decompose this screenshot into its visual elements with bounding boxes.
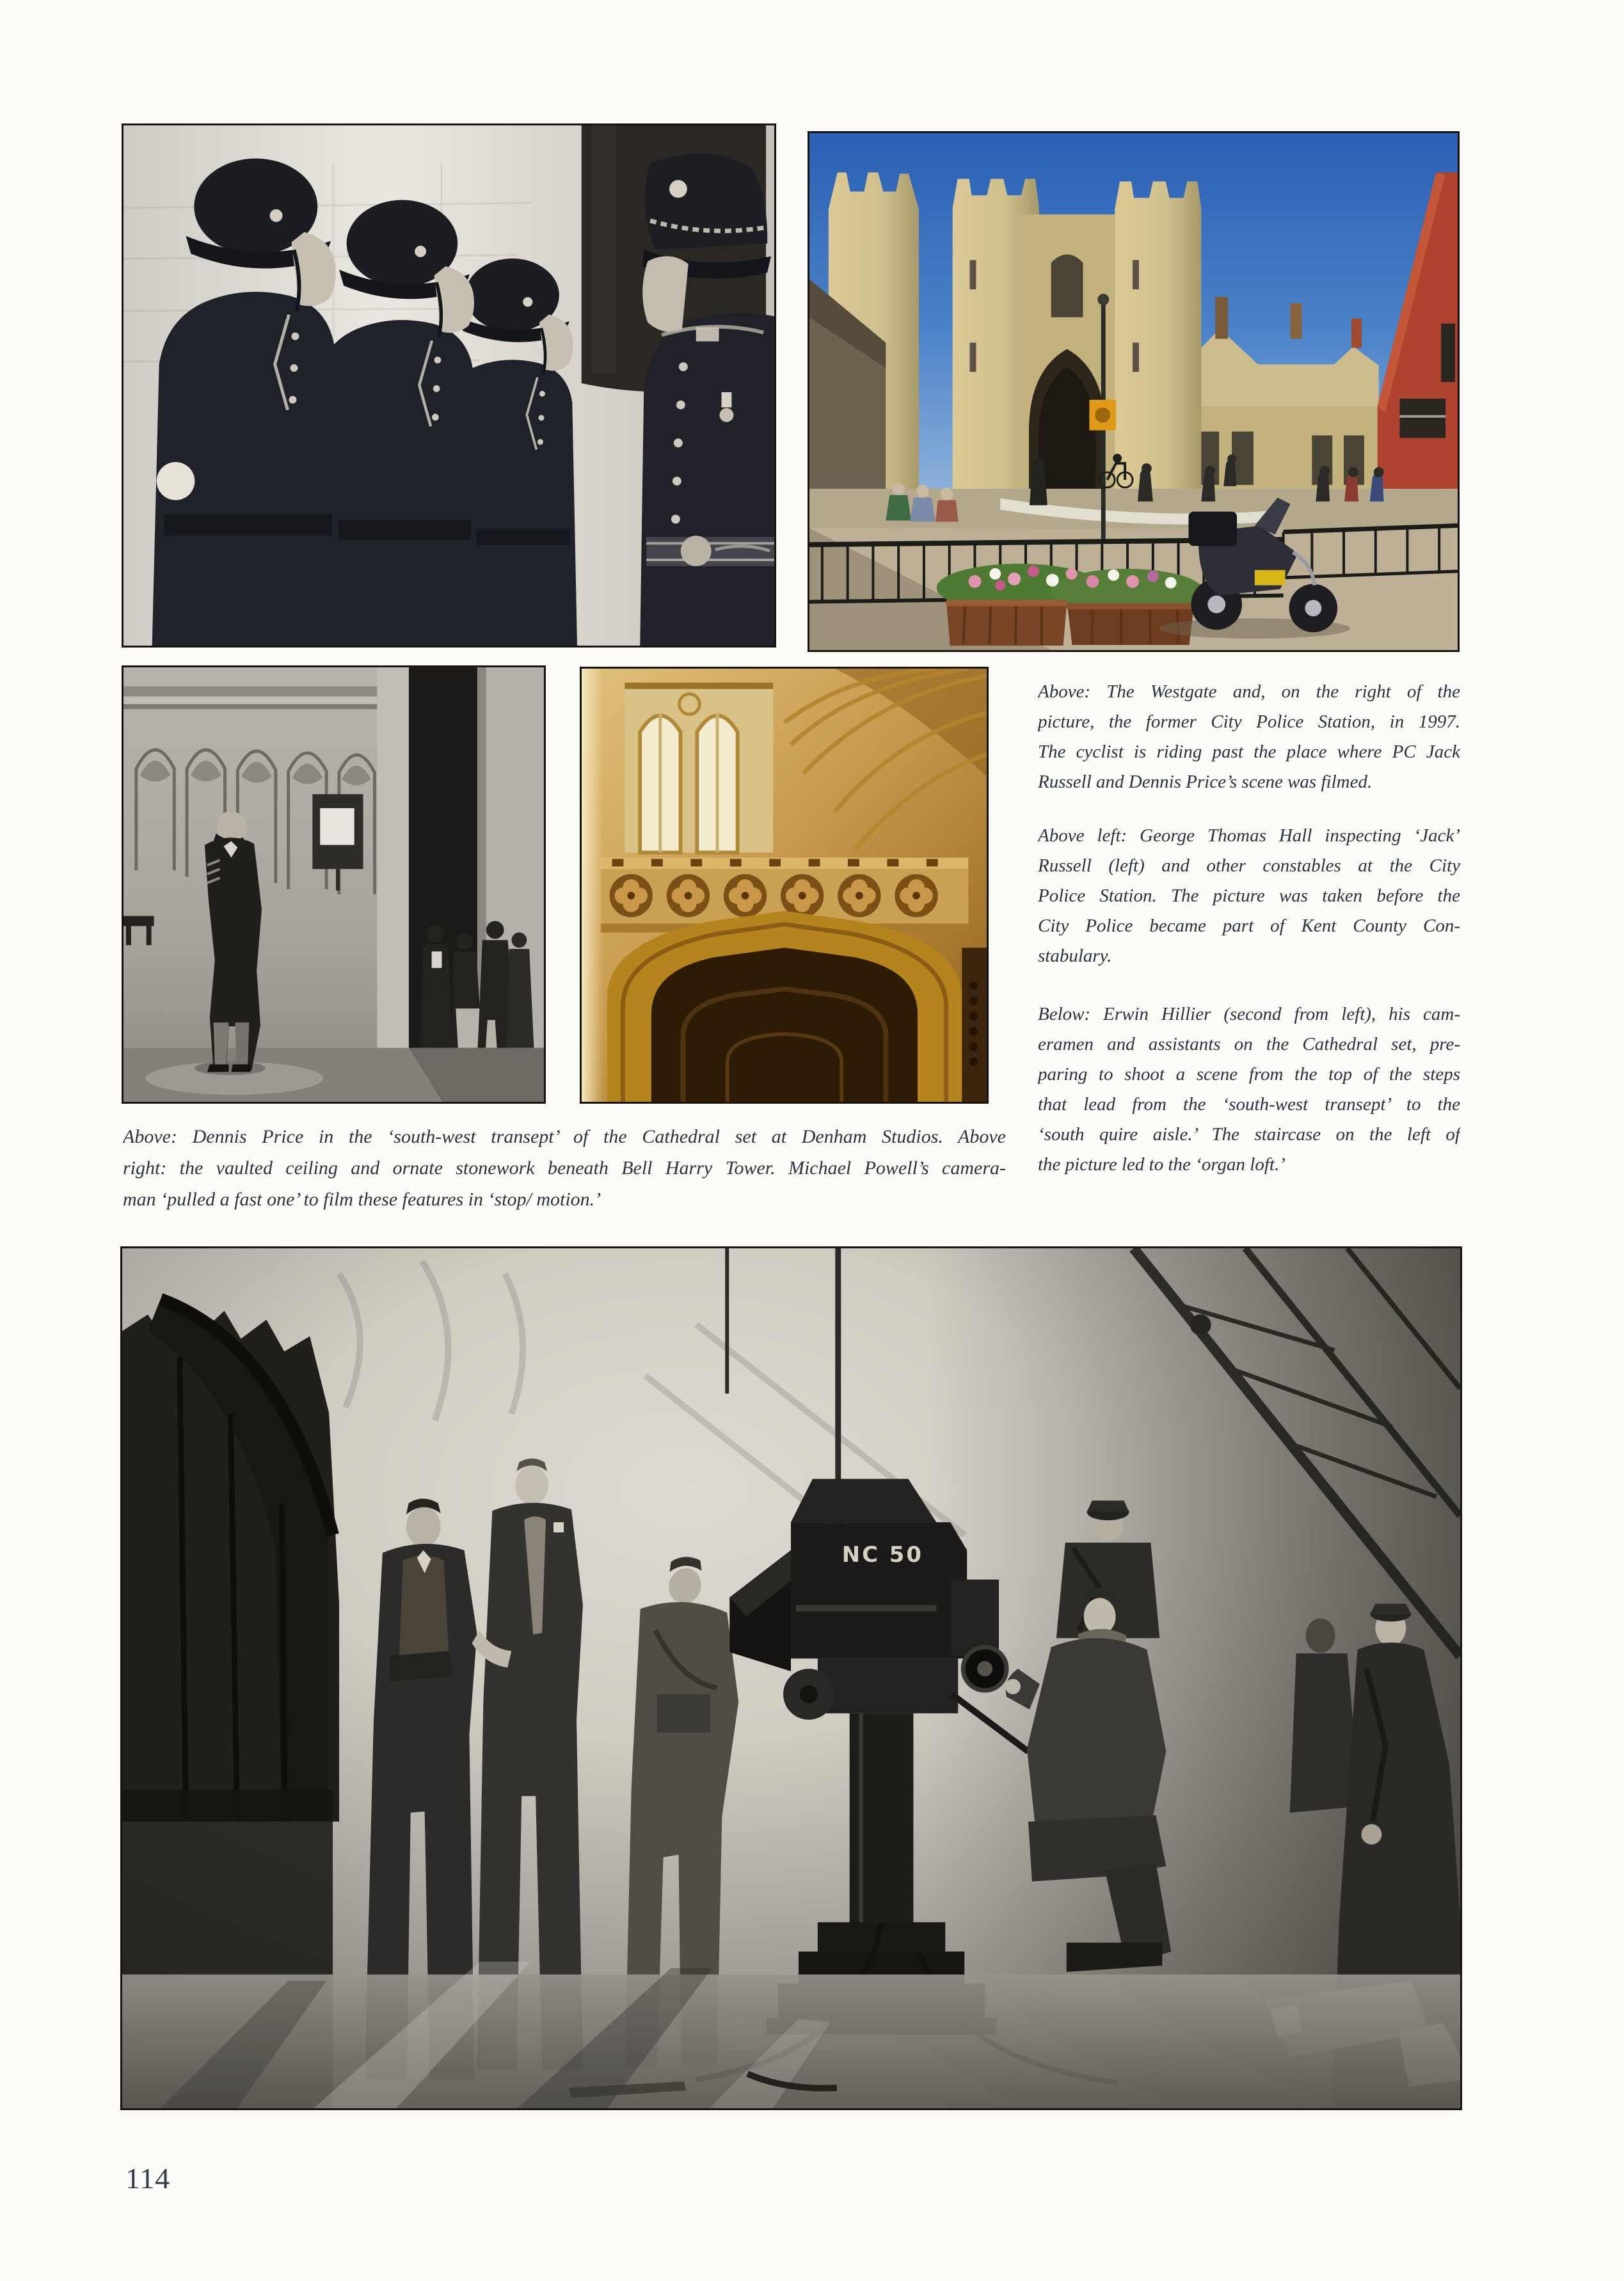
photo-film-set-crew (120, 1246, 1462, 2110)
medal (720, 392, 734, 422)
caption-line: Russell (left) and other constables at the City (1038, 855, 1460, 876)
caption-line: Above left: George Thomas Hall inspecting ‘Jack’ (1038, 825, 1460, 846)
caption-line: man ‘pulled a fast one’ to film these features in ‘stop/ motion.’ (123, 1189, 601, 1210)
westgate-photo-art (809, 133, 1458, 650)
page-number: 114 (125, 2162, 171, 2195)
pilaster-left (377, 667, 409, 1061)
bench (123, 916, 154, 926)
caption-line: City Police became part of Kent County Con- (1038, 916, 1460, 936)
caption-line: Police Station. The picture was taken before the (1038, 886, 1460, 906)
police-photo-art (123, 125, 774, 646)
caption-line: Below: Erwin Hillier (second from left), his cam- (1038, 1004, 1460, 1024)
studio-floor (122, 1962, 1460, 2108)
caption-line: The cyclist is riding past the place where PC Jack (1038, 742, 1460, 762)
right-pier (962, 948, 987, 1102)
photo-bell-harry-vault (580, 667, 989, 1104)
filmset-photo-art (122, 1248, 1460, 2108)
ceiling-photo-art (582, 669, 987, 1102)
photo-police-inspection (122, 123, 776, 648)
caption-line: stabulary. (1038, 946, 1112, 966)
caption-line: picture, the former City Police Station, in 1997. (1038, 711, 1460, 732)
great-arch (607, 911, 962, 1102)
caption-line: right: the vaulted ceiling and ornate stonework beneath Bell Harry Tower. Michael Powell’s camera- (123, 1157, 1006, 1179)
caption-line: eramen and assistants on the Cathedral set, pre- (1038, 1034, 1460, 1054)
camera-label: NC 50 (841, 1541, 923, 1567)
caption-above-left (1038, 821, 1460, 971)
transept-photo-art (123, 667, 544, 1102)
caption-denham-studios (123, 1121, 1006, 1215)
caption-line: paring to shoot a scene from the top of the steps (1038, 1064, 1460, 1085)
caption-westgate (1038, 677, 1460, 797)
caption-line: Russell and Dennis Price’s scene was filmed. (1038, 772, 1373, 792)
caption-line: the picture led to the ‘organ loft.’ (1038, 1154, 1286, 1175)
inspecting-officer (640, 154, 774, 646)
caption-below (1038, 999, 1460, 1180)
caption-line: that lead from the ‘south-west transept’ to the (1038, 1094, 1460, 1115)
photo-westgate-1997 (808, 131, 1460, 652)
cornice (123, 687, 409, 710)
photo-dennis-price-transept (122, 665, 546, 1104)
caption-line: Above: The Westgate and, on the right of the (1038, 681, 1460, 702)
floor (123, 1048, 544, 1102)
caption-line: ‘south quire aisle.’ The staircase on the left of (1038, 1124, 1460, 1145)
clerestory-window (625, 683, 773, 853)
arm-badge (157, 462, 195, 500)
caption-line: Above: Dennis Price in the ‘south-west transept’ of the Cathedral set at Denham Studios. Above (123, 1126, 1006, 1147)
left-highlight (582, 669, 603, 1102)
